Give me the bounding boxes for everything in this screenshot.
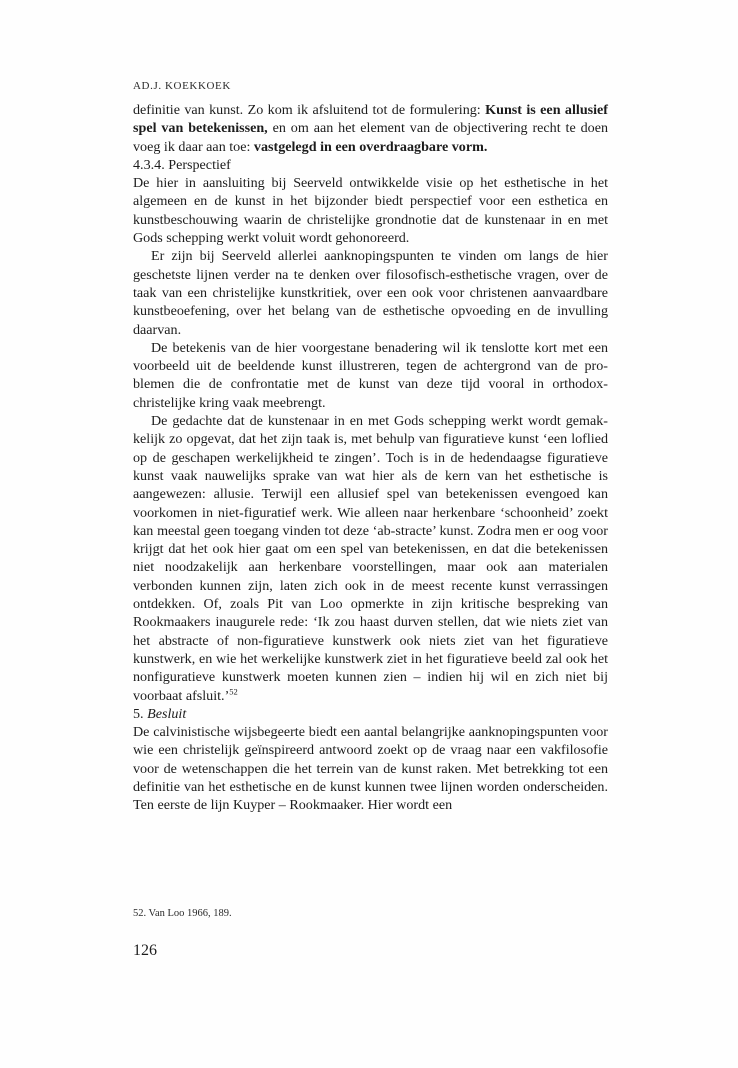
- footnote: 52. Van Loo 1966, 189.: [133, 908, 232, 919]
- paragraph-3: Er zijn bij Seerveld allerlei aanknopingspunten te vinden om langs de hier geschetste lijnen verder na te denken over filosofisch-esthetische vragen, over de taak van een christelijke kunstkritiek, over een ook voor christenen aanvaardbare kunstbeoefening, over het belang van de esthetische opvoeding en de invulling daarvan.: [133, 248, 608, 338]
- footnote-reference[interactable]: 52: [229, 685, 238, 696]
- paragraph-1-text-a: definitie van kunst. Zo kom ik afsluitend tot de formulering:: [133, 102, 486, 118]
- definition-bold-a: Kunst is een allusief spel van betekenissen,: [133, 102, 609, 137]
- subsection-heading: 4.3.4. Perspectief: [133, 156, 231, 173]
- paragraph-6: De calvinistische wijsbegeerte biedt een aantal belangrijke aanknopingspunten voor wie een christelijk geïnspireerd antwoord zoekt op de vraag naar een vakfilosofie voor de wetenschappen die het terrein van de kunst raken. Met betrekking tot een definitie van het esthetische en de kunst kunnen twee lijnen worden onderscheiden. Ten eerste de lijn Kuyper – Rookmaaker. Hier wordt een: [133, 724, 608, 814]
- section-heading: [133, 705, 608, 723]
- paragraph-1: [133, 101, 608, 156]
- definition-bold-b: vastgelegd in een overdraagbare vorm.: [253, 138, 488, 155]
- paragraph-4: De betekenis van de hier voorgestane benadering wil ik tenslotte kort met een voorbeeld uit de beeldende kunst illustreren, tegen de achtergrond van de problemen die de confrontatie met de kunst van deze tijd vooral in orthodox-christelijke kring vaak meebrengt.: [133, 339, 608, 411]
- paragraph-1-text-b: en om aan het element van de objectivering recht te doen voeg ik daar aan toe:: [133, 120, 608, 155]
- body-text: [133, 101, 608, 815]
- running-head: AD.J. KOEKKOEK: [133, 80, 231, 92]
- page-number: 126: [133, 942, 157, 959]
- paragraph-5-text: De gedachte dat de kunstenaar in en met Gods schepping werkt wordt gemakkelijk zo opgevat, dat het zijn taak is, met behulp van figuratieve kunst ‘een loflied op de geschapen werkelijkheid te zingen’. Toch is in de hedendaagse figuratieve kunst vaak nauwelijks sprake van wat hier als de kern van het esthetische is aangewezen: allusie. Terwijl een allusief spel van betekenissen evengoed kan voorkomen in niet-figuratief werk. Wie alleen naar herkenbare ‘schoonheid’ zoekt kan meestal geen toegang vinden tot deze ‘ab-stracte’ kunst. Zodra men er oog voor krijgt dat het ook hier gaat om een spel van betekenissen, en dat die betekenissen niet noodzakelijk aan herkenbare voorstellingen, maar ook aan materialen verbonden kunnen zijn, laten zich ook in de meest recente kunst verrassingen ontdekken. Of, zoals Pit van Loo opmerkte in zijn kritische bespreking van Rookmaakers inaugurele rede: ‘Ik zou haast durven stellen, dat wie niets ziet van het abstracte of non-figuratieve kunstwerk ook niets ziet van het figuratieve kunstwerk, en wie het werkelijke kunstwerk ziet in het figuratieve beeld zal ook het nonfiguratieve kunstwerk moeten kunnen zien – indien hij wil en zich niet bij voorbaat afsluit.’: [133, 413, 608, 704]
- section-heading-title: Besluit: [147, 705, 187, 722]
- paragraph-5: [133, 412, 608, 705]
- section-heading-number: 5.: [133, 705, 148, 722]
- paragraph-2: De hier in aansluiting bij Seerveld ontwikkelde visie op het esthetische in het algemeen en de kunst in het bijzonder biedt perspectief voor een esthetica en kunstbeschouwing waarin de christelijke grondnotie dat de kunstenaar in en met Gods schepping werkt voluit wordt gehonoreerd.: [133, 175, 608, 247]
